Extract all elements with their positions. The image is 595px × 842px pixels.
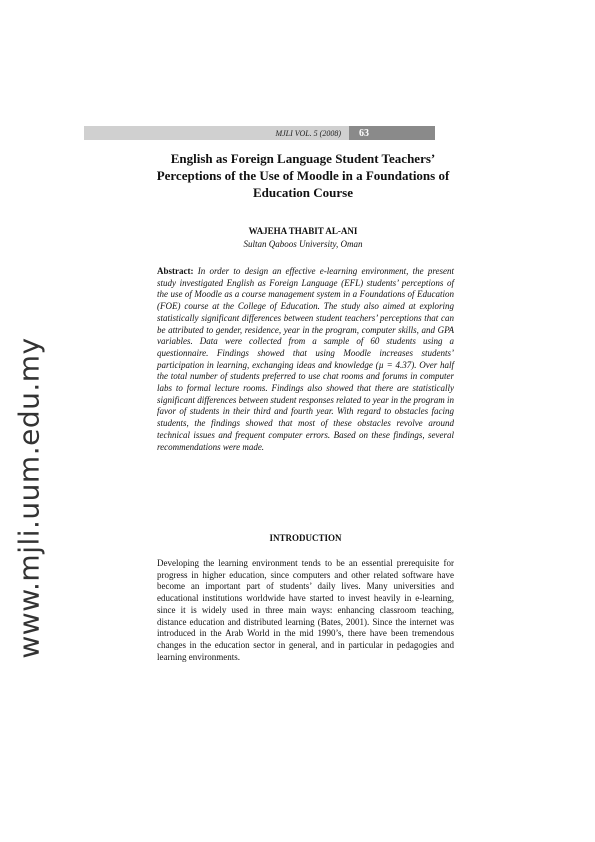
author-name: WAJEHA THABIT AL-ANI: [248, 226, 358, 236]
author-affiliation: Sultan Qaboos University, Oman: [243, 239, 363, 249]
abstract: [157, 266, 454, 453]
running-header: [84, 126, 435, 140]
abstract-body: In order to design an effective e-learning environment, the present study investigated English as Foreign Language (EFL) students’ perceptions of the use of Moodle as a course management system in a Foundations of Education (FOE) course at the College of Education. The study also aimed at exploring statistically significant differences between student teachers’ perceptions that can be attributed to gender, residence, year in the program, computer skills, and GPA variables. Data were collected from a sample of 60 students using a questionnaire. Findings showed that using Moodle increases students’ participation in learning, exchanging ideas and knowledge (µ = 4.37). Over half the total number of students preferred to use chat rooms and forums in computer labs to formal lecture rooms. Findings also showed that there are statistically significant differences between student responses related to year in the program in favor of students in their third and fourth year. With regard to obstacles facing students, the findings showed that most of these obstacles revolve around technical issues and frequent computer errors. Based on these findings, several recommendations were made.: [157, 266, 454, 452]
page-number: 63: [349, 126, 435, 140]
journal-volume: MJLI VOL. 5 (2008): [84, 126, 349, 140]
section-heading-introduction: INTRODUCTION: [269, 533, 342, 543]
article-title: English as Foreign Language Student Teachers’ Perceptions of the Use of Moodle in a Foundations of Education Course: [156, 151, 450, 200]
abstract-label: Abstract:: [157, 266, 194, 276]
introduction-paragraph: Developing the learning environment tends to be an essential prerequisite for progress in higher education, since computers and other related software have become an important part of students’ daily lives. Many universities and educational institutions worldwide have started to invest heavily in e-learning, since it is widely used in three main ways: enhancing classroom teaching, distance education and distributed learning (Bates, 2001). Since the internet was introduced in the Arab World in the mid 1990’s, there have been tremendous changes in the education sector in general, and in particular in pedagogies and learning environments.: [157, 558, 454, 662]
watermark-url: www.mjli.uum.edu.my: [12, 337, 46, 659]
